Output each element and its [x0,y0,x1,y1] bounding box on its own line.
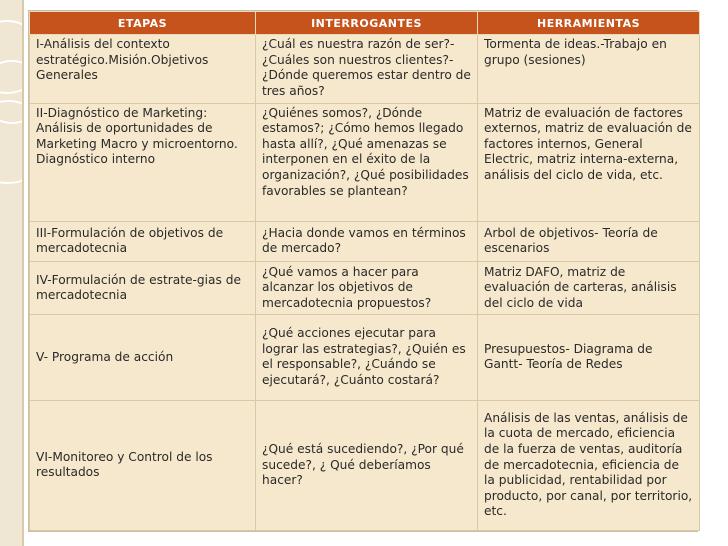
header-herramientas: HERRAMIENTAS [478,12,700,35]
etapa-cell: V- Programa de acción [30,315,256,400]
etapa-cell: II-Diagnóstico de Marketing: Análisis de oportunidades de Marketing Macro y microentorno. Diagnóstico interno [30,103,256,221]
stages-table [29,11,700,531]
interrogante-cell: ¿Hacia donde vamos en términos de mercado? [256,221,478,262]
etapa-cell: IV-Formulación de estrate-gias de mercadotecnia [30,262,256,315]
interrogante-cell: ¿Cuál es nuestra razón de ser?- ¿Cuáles son nuestros clientes?- ¿Dónde queremos estar dentro de tres años? [256,35,478,104]
herramienta-cell: Arbol de objetivos- Teoría de escenarios [478,221,700,262]
header-interrogantes: INTERROGANTES [256,12,478,35]
header-etapas: ETAPAS [30,12,256,35]
herramienta-cell: Análisis de las ventas, análisis de la cuota de mercado, eficiencia de la fuerza de ventas, auditoría de mercadotecnia, eficiencia de la publicidad, rentabilidad por producto, por canal, por territorio, etc. [478,400,700,530]
table-row [30,315,700,400]
stages-table-container [28,10,698,532]
slide-left-decoration [0,0,22,546]
interrogante-cell: ¿Qué está sucediendo?, ¿Por qué sucede?, ¿ Qué deberíamos hacer? [256,400,478,530]
table-row [30,262,700,315]
etapa-cell: III-Formulación de objetivos de mercadotecnia [30,221,256,262]
table-row [30,103,700,221]
table-row [30,221,700,262]
table-header-row [30,12,700,35]
herramienta-cell: Matriz DAFO, matriz de evaluación de carteras, análisis del ciclo de vida [478,262,700,315]
slide-left-divider [22,0,24,546]
interrogante-cell: ¿Quiénes somos?, ¿Dónde estamos?; ¿Cómo hemos llegado hasta allí?, ¿Qué amenazas se interponen en el éxito de la organización?, ¿Qué posibilidades favorables se plantean? [256,103,478,221]
herramienta-cell: Matriz de evaluación de factores externos, matriz de evaluación de factores internos, General Electric, matriz interna-externa, análisis del ciclo de vida, etc. [478,103,700,221]
etapa-cell: I-Análisis del contexto estratégico.Misión.Objetivos Generales [30,35,256,104]
etapa-cell: VI-Monitoreo y Control de los resultados [30,400,256,530]
table-row [30,35,700,104]
herramienta-cell: Presupuestos- Diagrama de Gantt- Teoría de Redes [478,315,700,400]
interrogante-cell: ¿Qué vamos a hacer para alcanzar los objetivos de mercadotecnia propuestos? [256,262,478,315]
table-row [30,400,700,530]
herramienta-cell: Tormenta de ideas.-Trabajo en grupo (sesiones) [478,35,700,104]
interrogante-cell: ¿Qué acciones ejecutar para lograr las estrategias?, ¿Quién es el responsable?, ¿Cuándo se ejecutará?, ¿Cuánto costará? [256,315,478,400]
